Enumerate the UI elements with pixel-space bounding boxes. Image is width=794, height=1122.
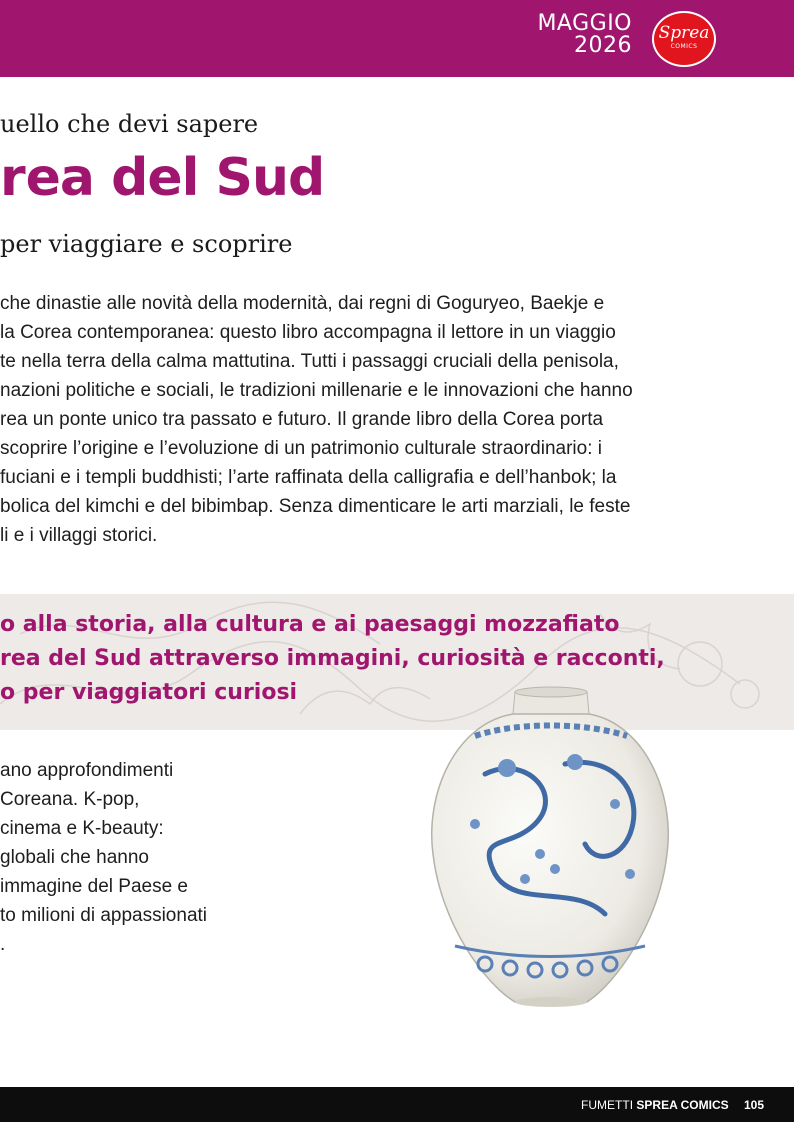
highlight-line: rea del Sud attraverso immagini, curiosità e racconti, <box>0 646 665 671</box>
sidebar-line: ano approfondimenti <box>0 760 174 781</box>
page-number: 105 <box>743 1098 764 1112</box>
body-line: rea un ponte unico tra passato e futuro. Il grande libro della Corea porta <box>0 409 604 430</box>
header-bar <box>0 0 794 77</box>
issue-month: MAGGIO <box>537 11 632 36</box>
body-line: nazioni politiche e sociali, le tradizioni millenarie e le innovazioni che hanno <box>0 380 633 401</box>
highlight-line: o alla storia, alla cultura e ai paesaggi mozzafiato <box>0 612 620 637</box>
issue-year: 2026 <box>574 33 632 58</box>
sidebar-line: globali che hanno <box>0 847 149 868</box>
sidebar-text <box>0 756 240 959</box>
sidebar-line: . <box>0 934 6 955</box>
body-line: scoprire l’origine e l’evoluzione di un patrimonio culturale straordinario: i <box>0 438 602 459</box>
article-kicker: uello che devi sapere <box>0 110 259 138</box>
body-line: bolica del kimchi e del bibimbap. Senza dimenticare le arti marziali, le feste <box>0 496 631 517</box>
logo-text: Sprea <box>658 23 710 43</box>
article-title-text: ea del Sud <box>25 148 325 208</box>
sidebar-line: Coreana. K-pop, <box>0 789 140 810</box>
footer-brand: SPREA COMICS <box>636 1098 729 1112</box>
footer-bar <box>0 1087 794 1122</box>
footer-text <box>581 1098 764 1112</box>
sidebar-line: immagine del Paese e <box>0 876 188 897</box>
article-subtitle: per viaggiare e scoprire <box>0 230 293 258</box>
highlight-line: o per viaggiatori curiosi <box>0 680 298 705</box>
issue-date <box>492 13 632 57</box>
vase-illustration <box>415 684 685 1019</box>
sidebar-line: cinema e K-beauty: <box>0 818 164 839</box>
sprea-comics-logo[interactable] <box>652 11 716 67</box>
body-line: che dinastie alle novità della modernità, dai regni di Goguryeo, Baekje e <box>0 293 605 314</box>
body-line: fuciani e i templi buddhisti; l’arte raffinata della calligrafia e dell’hanbok; la <box>0 467 617 488</box>
body-line: li e i villaggi storici. <box>0 525 158 546</box>
article-body <box>0 289 794 550</box>
sidebar-line: to milioni di appassionati <box>0 905 208 926</box>
body-line: la Corea contemporanea: questo libro accompagna il lettore in un viaggio <box>0 322 616 343</box>
footer-prefix: FUMETTI <box>581 1098 634 1112</box>
article-title: rea del Sud <box>0 148 325 208</box>
logo-subtext: COMICS <box>670 43 698 50</box>
body-line: te nella terra della calma mattutina. Tutti i passaggi cruciali della penisola, <box>0 351 619 372</box>
